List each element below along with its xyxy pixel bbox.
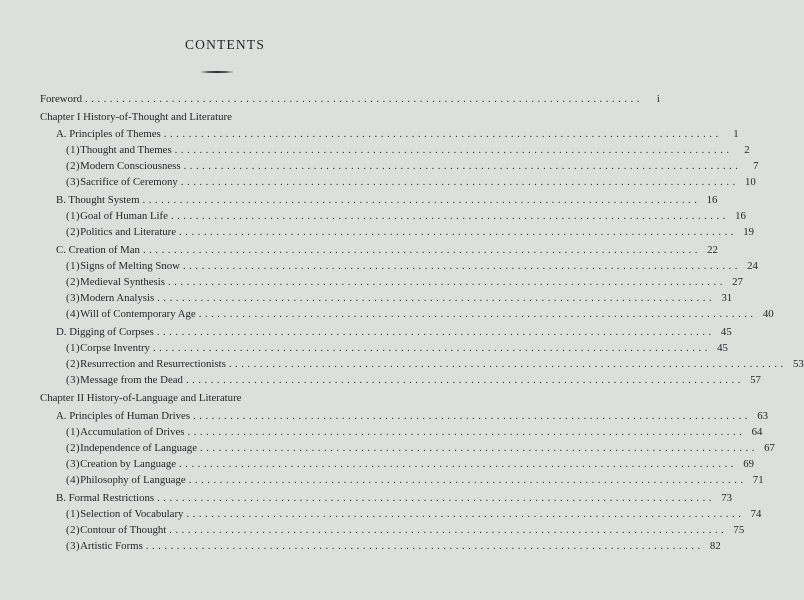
toc-item bbox=[66, 373, 761, 387]
toc-page-number: 75 bbox=[733, 524, 745, 536]
toc-item bbox=[66, 507, 762, 521]
toc-page-number: 24 bbox=[747, 260, 758, 272]
item-number: (1) bbox=[66, 508, 81, 520]
item-label: Modern Analysis bbox=[80, 292, 155, 304]
toc-item bbox=[66, 259, 758, 273]
ornament-divider bbox=[200, 70, 234, 74]
item-label: Will of Contemporary Age bbox=[80, 308, 196, 320]
toc-item bbox=[66, 291, 733, 305]
toc-page-number: 53 bbox=[792, 358, 804, 370]
toc-page-number: 63 bbox=[757, 410, 768, 422]
item-number: (1) bbox=[66, 260, 81, 272]
leader-dots: .......................................................................................... bbox=[179, 226, 737, 238]
toc-page-number: 40 bbox=[762, 308, 774, 320]
toc-item bbox=[66, 523, 745, 537]
toc-item bbox=[66, 425, 763, 439]
toc-page-number: 73 bbox=[721, 492, 733, 504]
toc-page-number: 67 bbox=[764, 442, 775, 454]
section-label: B. Thought System bbox=[56, 194, 140, 206]
item-label: Artistic Forms bbox=[80, 540, 143, 552]
toc-page-number: 69 bbox=[743, 458, 754, 470]
toc-page-number: 45 bbox=[720, 326, 732, 338]
item-number: (3) bbox=[66, 458, 81, 470]
toc-page-number: 10 bbox=[744, 176, 756, 188]
chapter-title: Chapter I History-of-Thought and Literature bbox=[40, 111, 232, 123]
toc-page-number: 19 bbox=[743, 226, 754, 238]
leader-dots: .......................................................................................... bbox=[157, 492, 716, 504]
item-number: (3) bbox=[66, 292, 81, 304]
leader-dots: .......................................................................................... bbox=[145, 540, 704, 552]
toc-page-number: 2 bbox=[744, 144, 750, 156]
toc-page-number: 16 bbox=[706, 194, 718, 206]
leader-dots: .......................................................................................... bbox=[163, 128, 722, 140]
toc-item bbox=[66, 159, 759, 173]
toc-item bbox=[66, 175, 756, 189]
item-number: (4) bbox=[66, 308, 81, 320]
leader-dots: .......................................................................................... bbox=[180, 176, 739, 188]
toc-page-number: 31 bbox=[721, 292, 733, 304]
item-number: (1) bbox=[66, 144, 81, 156]
item-number: (3) bbox=[66, 176, 81, 188]
leader-dots: .......................................................................................... bbox=[228, 358, 787, 370]
toc-section-1b bbox=[56, 193, 718, 207]
item-label: Selection of Vocabulary bbox=[80, 508, 184, 520]
item-number: (2) bbox=[66, 524, 81, 536]
item-label: Sacrifice of Ceremony bbox=[80, 176, 178, 188]
contents-heading: CONTENTS bbox=[184, 37, 266, 52]
item-label: Accumulation of Drives bbox=[80, 426, 185, 438]
item-label: Creation by Language bbox=[80, 458, 177, 470]
item-number: (2) bbox=[66, 226, 81, 238]
toc-item bbox=[66, 275, 743, 289]
item-number: (4) bbox=[66, 474, 81, 486]
section-label: A. Principles of Human Drives bbox=[56, 410, 191, 422]
toc-page-number: 57 bbox=[750, 374, 761, 386]
item-number: (3) bbox=[66, 540, 81, 552]
item-label: Resurrection and Resurrectionists bbox=[80, 358, 226, 370]
toc-page-number: 7 bbox=[753, 160, 759, 172]
toc-section-2a bbox=[56, 409, 768, 423]
chapter-title: Chapter II History-of-Language and Literature bbox=[40, 392, 242, 404]
leader-dots: .......................................................................................... bbox=[142, 194, 701, 206]
toc-item bbox=[66, 457, 754, 471]
chapter-2-heading bbox=[40, 391, 241, 405]
toc-item bbox=[66, 143, 750, 157]
toc-page-number: 1 bbox=[733, 128, 739, 140]
toc-page-number: 82 bbox=[709, 540, 721, 552]
leader-dots: .......................................................................................... bbox=[182, 260, 741, 272]
section-label: B. Formal Restrictions bbox=[56, 492, 155, 504]
leader-dots: .......................................................................................... bbox=[84, 93, 643, 105]
leader-dots: .......................................................................................... bbox=[188, 474, 747, 486]
leader-dots: .......................................................................................... bbox=[142, 244, 701, 256]
leader-dots: .......................................................................................... bbox=[185, 374, 744, 386]
toc-item bbox=[66, 307, 774, 321]
leader-dots: .......................................................................................... bbox=[156, 326, 715, 338]
toc-entry-foreword bbox=[40, 92, 660, 106]
item-label: Contour of Thought bbox=[80, 524, 167, 536]
item-number: (1) bbox=[66, 210, 81, 222]
item-number: (2) bbox=[66, 358, 81, 370]
leader-dots: .......................................................................................... bbox=[198, 308, 757, 320]
leader-dots: .......................................................................................... bbox=[187, 426, 746, 438]
leader-dots: .......................................................................................... bbox=[157, 292, 716, 304]
toc-item bbox=[66, 357, 804, 371]
toc-item bbox=[66, 209, 746, 223]
toc-section-1c bbox=[56, 243, 718, 257]
item-label: Thought and Themes bbox=[80, 144, 172, 156]
toc-section-2b bbox=[56, 491, 733, 505]
section-label: A. Principles of Themes bbox=[56, 128, 161, 140]
toc-page-number: 64 bbox=[751, 426, 763, 438]
item-number: (1) bbox=[66, 426, 81, 438]
section-label: D. Digging of Corpses bbox=[56, 326, 154, 338]
toc-item bbox=[66, 539, 721, 553]
item-number: (2) bbox=[66, 442, 81, 454]
toc-page-number: 27 bbox=[732, 276, 743, 288]
toc-item bbox=[66, 225, 754, 239]
item-label: Independence of Language bbox=[80, 442, 197, 454]
item-label: Philosophy of Language bbox=[80, 474, 186, 486]
item-label: Message from the Dead bbox=[80, 374, 183, 386]
toc-page-number: 22 bbox=[707, 244, 718, 256]
leader-dots: .......................................................................................... bbox=[183, 160, 742, 172]
toc-page-number: 45 bbox=[717, 342, 728, 354]
item-number: (2) bbox=[66, 276, 81, 288]
item-number: (3) bbox=[66, 374, 81, 386]
toc-page-number: 74 bbox=[750, 508, 762, 520]
item-number: (2) bbox=[66, 160, 81, 172]
item-label: Corpse Inventry bbox=[80, 342, 150, 354]
item-label: Politics and Literature bbox=[80, 226, 177, 238]
leader-dots: .......................................................................................... bbox=[174, 144, 733, 156]
item-label: Goal of Human Life bbox=[80, 210, 168, 222]
toc-section-1a bbox=[56, 127, 739, 141]
item-label: Modern Consciousness bbox=[80, 160, 181, 172]
leader-dots: .......................................................................................... bbox=[169, 524, 728, 536]
toc-page-number: i bbox=[656, 93, 660, 105]
item-label: Medieval Synthesis bbox=[80, 276, 165, 288]
item-number: (1) bbox=[66, 342, 81, 354]
leader-dots: .......................................................................................... bbox=[186, 508, 745, 520]
toc-item bbox=[66, 473, 764, 487]
section-label: C. Creation of Man bbox=[56, 244, 140, 256]
leader-dots: .......................................................................................... bbox=[167, 276, 726, 288]
leader-dots: .......................................................................................... bbox=[200, 442, 758, 454]
item-label: Signs of Melting Snow bbox=[80, 260, 180, 272]
toc-item bbox=[66, 441, 775, 455]
leader-dots: .......................................................................................... bbox=[152, 342, 711, 354]
toc-entry-label: Foreword bbox=[40, 93, 82, 105]
leader-dots: .......................................................................................... bbox=[170, 210, 729, 222]
leader-dots: .......................................................................................... bbox=[179, 458, 737, 470]
toc-page-number: 71 bbox=[752, 474, 764, 486]
toc-page-number: 16 bbox=[735, 210, 746, 222]
chapter-1-heading bbox=[40, 110, 232, 124]
toc-item bbox=[66, 341, 728, 355]
leader-dots: .......................................................................................... bbox=[193, 410, 751, 422]
toc-section-1d bbox=[56, 325, 732, 339]
